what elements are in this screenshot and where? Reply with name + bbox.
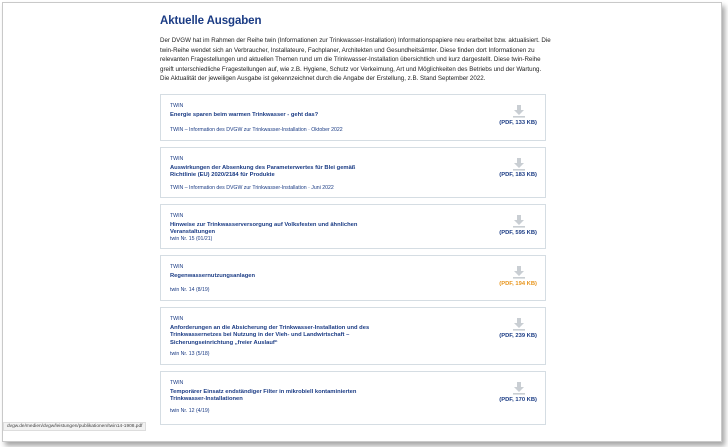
publication-subtitle: TWIN – Information des DVGW zur Trinkwasser-Installation · Juni 2022 [170, 185, 334, 191]
publication-title-link[interactable]: Hinweise zur Trinkwasserversorgung auf Volksfesten und ähnlichen Veranstaltungen [170, 222, 358, 236]
publication-title-link[interactable]: Auswirkungen der Absenkung des Parameterwertes für Blei gemäß Richtlinie (EU) 2020/2184 für Produkte [170, 165, 356, 179]
publication-tag: TWIN [170, 156, 184, 162]
publication-tag: TWIN [170, 264, 184, 270]
publication-file-size[interactable]: (PDF, 194 KB) [499, 281, 537, 287]
download-icon[interactable] [512, 381, 526, 395]
publication-title-link[interactable]: Anforderungen an die Absicherung der Trinkwasser-Installation und des Trinkwassernetzes bei Nutzung in der Vieh- und Landwirtschaft – Sicherungseinrichtung „freier Auslauf“ [170, 325, 370, 346]
publication-subtitle: twin Nr. 13 (5/18) [170, 351, 210, 357]
publication-title-link[interactable]: Regenwassernutzungsanlagen [170, 273, 256, 279]
publication-tag: TWIN [170, 380, 184, 386]
browser-viewport [2, 2, 722, 442]
publication-title-link[interactable]: Temporärer Einsatz endständiger Filter in mikrobiell kontaminierten Trinkwasser-Installationen [170, 389, 357, 403]
publication-card[interactable] [160, 204, 546, 249]
publication-card[interactable] [160, 307, 546, 365]
publication-file-size[interactable]: (PDF, 595 KB) [499, 230, 537, 236]
publication-title-link[interactable]: Energie sparen beim warmen Trinkwasser - geht das? [170, 112, 319, 118]
status-bar-url: dvgw.de/medien/dvgw/leistungen/publikationen/twin14-1908.pdf [3, 422, 146, 431]
download-icon[interactable] [512, 317, 526, 331]
publication-card[interactable] [160, 94, 546, 141]
publication-file-size[interactable]: (PDF, 133 KB) [499, 120, 537, 126]
download-icon[interactable] [512, 265, 526, 279]
download-icon[interactable] [512, 214, 526, 228]
publication-file-size[interactable]: (PDF, 170 KB) [499, 397, 537, 403]
publication-tag: TWIN [170, 316, 184, 322]
publication-file-size[interactable]: (PDF, 239 KB) [499, 333, 537, 339]
publication-subtitle: twin Nr. 14 (8/19) [170, 287, 210, 293]
publication-card[interactable] [160, 255, 546, 301]
publication-tag: TWIN [170, 213, 184, 219]
download-icon[interactable] [512, 104, 526, 118]
publication-subtitle: twin Nr. 12 (4/19) [170, 408, 210, 414]
publication-card[interactable] [160, 371, 546, 425]
intro-text: Der DVGW hat im Rahmen der Reihe twin (Informationen zur Trinkwasser-Installation) Informationspapiere neu erarbeitet bzw. aktualisiert. Die twin-Reihe wendet sich an Verbraucher, Installateure, Fachplaner, Architekten und Gesundheitsämter. Diese finden dort Informationen zu relevanten Fragestellungen und aktuellen Themen rund um die Trinkwasser-Installation übersichtlich und kurz dargestellt. Diese twin-Reihe greift unterschiedliche Fragestellungen auf, wie z.B. Hygiene, Schutz vor Verkeimung, Art und Möglichkeiten des Betriebs und der Wartung. Die Aktualität der jeweiligen Ausgabe ist gekennzeichnet durch die Angabe der Erstellung, z.B. Stand September 2022. [160, 37, 551, 82]
section-heading: Aktuelle Ausgaben [160, 15, 262, 27]
publication-subtitle: twin Nr. 15 (01/21) [170, 236, 213, 242]
content-column [158, 3, 553, 441]
publication-file-size[interactable]: (PDF, 183 KB) [499, 172, 537, 178]
publication-card[interactable] [160, 147, 546, 198]
download-icon[interactable] [512, 157, 526, 171]
publication-subtitle: TWIN – Information des DVGW zur Trinkwasser-Installation · Oktober 2022 [170, 127, 343, 133]
publication-tag: TWIN [170, 103, 184, 109]
